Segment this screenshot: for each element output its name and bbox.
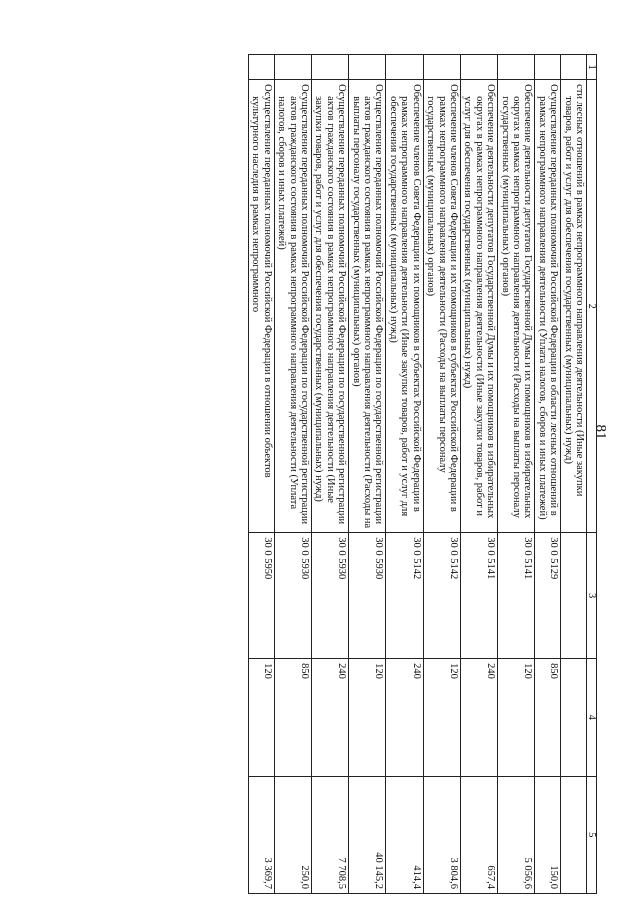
row-number-cell (274, 55, 311, 80)
row-number-cell (460, 55, 497, 80)
type-cell: 850 (535, 659, 561, 776)
budget-table (248, 54, 597, 894)
row-number-cell (349, 55, 386, 80)
table-row (386, 55, 423, 894)
code-cell: 30 0 5930 (312, 533, 349, 659)
rotated-table-container (57, 54, 597, 894)
header-cell: 2 (587, 80, 597, 533)
row-number-cell (535, 55, 561, 80)
row-number-cell (249, 55, 275, 80)
description-cell: Обеспечение деятельности депутатов Государственной Думы и их помощников в избирательных округах в рамках непрограммного направления деятельности (Расходы на выплаты персоналу государственных (муниципальных) органов) (498, 80, 535, 533)
code-cell: 30 0 5141 (498, 533, 535, 659)
code-cell: 30 0 5142 (386, 533, 423, 659)
description-cell: Осуществление переданных полномочий Российской Федерации в области лесных отношений в рамках непрограммного направления деятельности (Уплата налогов, сборов и иных платежей) (535, 80, 561, 533)
amount-cell: 150,0 (535, 776, 561, 893)
table-row (498, 55, 535, 894)
type-cell: 240 (460, 659, 497, 776)
table-row (423, 55, 460, 894)
description-cell: сти лесных отношений в рамках непрограммного направления деятельности (Иные закупки товаров, работ и услуг для обеспечения государственных (муниципальных) нужд) (561, 80, 587, 533)
header-cell: 1 (587, 55, 597, 80)
amount-cell: 250,0 (274, 776, 311, 893)
type-cell: 240 (312, 659, 349, 776)
amount-cell: 7 708,5 (312, 776, 349, 893)
table-row (249, 55, 275, 894)
type-cell: 240 (386, 659, 423, 776)
table-row (460, 55, 497, 894)
row-number-cell (561, 55, 587, 80)
header-cell: 4 (587, 659, 597, 776)
table-row (312, 55, 349, 894)
description-cell: Осуществление переданных полномочий Российской Федерации по государственной регистрации актов гражданского состояния в рамках непрограммного направления деятельности (Иные закупки товаров, работ и услуг для обеспечения государственных (муниципальных) нужд) (312, 80, 349, 533)
type-cell: 850 (274, 659, 311, 776)
amount-cell: 414,4 (386, 776, 423, 893)
row-number-cell (312, 55, 349, 80)
type-cell: 120 (249, 659, 275, 776)
amount-cell (561, 776, 587, 893)
code-cell: 30 0 5141 (460, 533, 497, 659)
code-cell: 30 0 5142 (423, 533, 460, 659)
type-cell: 120 (349, 659, 386, 776)
type-cell: 120 (498, 659, 535, 776)
table-row (535, 55, 561, 894)
code-cell: 30 0 5129 (535, 533, 561, 659)
code-cell: 30 0 5930 (274, 533, 311, 659)
table-row (274, 55, 311, 894)
description-cell: Осуществление переданных полномочий Российской Федерации по государственной регистрации актов гражданского состояния в рамках непрограммного направления деятельности (Уплата налогов, сборов и иных платежей) (274, 80, 311, 533)
amount-cell: 40 145,2 (349, 776, 386, 893)
type-cell (561, 659, 587, 776)
amount-cell: 5 056,6 (498, 776, 535, 893)
description-cell: Осуществление переданных полномочий Российской Федерации по государственной регистрации актов гражданского состояния в рамках непрограммного направления деятельности (Расходы на выплаты персоналу государственных (муниципальных) органов) (349, 80, 386, 533)
table-row (561, 55, 587, 894)
row-number-cell (498, 55, 535, 80)
code-cell (561, 533, 587, 659)
description-cell: Осуществление переданных полномочий Российской Федерации в отношении объектов культурного наследия в рамках непрограммного (249, 80, 275, 533)
description-cell: Обеспечение членов Совета Федерации и их помощников в субъектах Российской Федерации в рамках непрограммного направления деятельности (Иные закупки товаров, работ и услуг для обеспечения государственных (муниципальных) нужд) (386, 80, 423, 533)
header-row (587, 55, 597, 894)
amount-cell: 657,4 (460, 776, 497, 893)
header-cell: 3 (587, 533, 597, 659)
row-number-cell (423, 55, 460, 80)
type-cell: 120 (423, 659, 460, 776)
page-number: 81 (592, 424, 609, 440)
code-cell: 30 0 5930 (349, 533, 386, 659)
row-number-cell (386, 55, 423, 80)
table-row (349, 55, 386, 894)
code-cell: 30 0 5950 (249, 533, 275, 659)
amount-cell: 3 369,7 (249, 776, 275, 893)
amount-cell: 3 804,6 (423, 776, 460, 893)
description-cell: Обеспечение деятельности депутатов Государственной Думы и их помощников в избирательных округах в рамках непрограммного направления деятельности (Иные закупки товаров, работ и услуг для обеспечения государственных (муниципальных) нужд) (460, 80, 497, 533)
header-cell: 5 (587, 776, 597, 893)
description-cell: Обеспечение членов Совета Федерации и их помощников в субъектах Российской Федерации в рамках непрограммного направления деятельности (Расходы на выплаты персоналу государственных (муниципальных) органов) (423, 80, 460, 533)
